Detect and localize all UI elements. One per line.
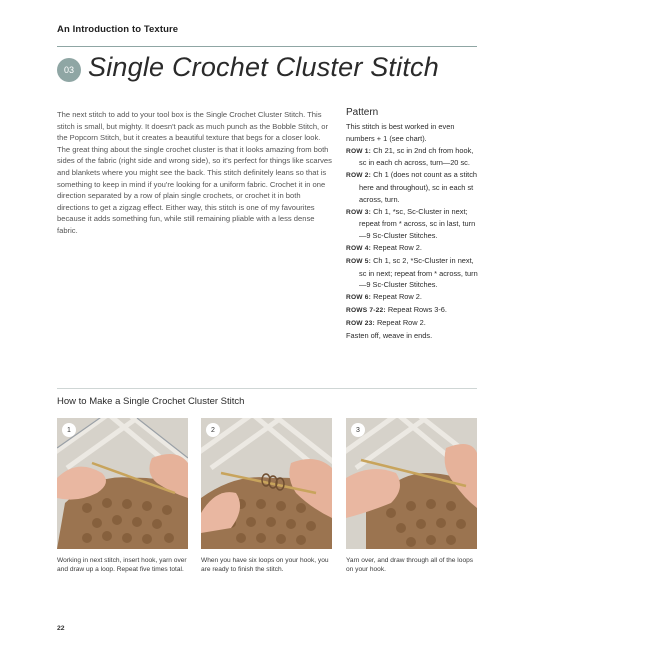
pattern-row [346,206,478,242]
step-1-photo [57,418,188,549]
row-text: Repeat Rows 3-6. [387,304,447,314]
pattern-heading: Pattern [346,107,379,118]
stitch-number-badge: 03 [57,58,81,82]
page-title: Single Crochet Cluster Stitch [88,52,439,82]
row-text: Repeat Row 2. [373,242,422,252]
pattern-intro: This stitch is best worked in even numbers + 1 (see chart). [346,122,455,143]
row-label: ROW 6: [346,294,372,302]
step-3-photo [346,418,477,549]
header-rule [57,46,477,47]
intro-paragraph: The next stitch to add to your tool box is the Single Crochet Cluster Stitch. This stitch is small, but mighty. It doesn't pack as much punch as the Bobble Stitch, or the Popcorn Stitch, but it creates a beautiful texture that begs for a closer look. The great thing about the single crochet cluster is that it looks amazing from both sides of the fabric (right side and wrong side), so it's perfect for things like scarves and blankets where you might see the back. This stitch definitely leans so that is something to keep in mind if you're looking for a uniform fabric. Crochet it in one direction separated by a row of plain single crochets, or crochet it in both directions to get a zigzag effect. Either way, this stitch is one of my favourites because it adds something fun, while still remaining pliable with a less dense fabric. [57,110,332,235]
section-divider [57,388,477,389]
row-label: ROW 5: [346,257,372,265]
row-label: ROW 3: [346,208,372,216]
page-number: 22 [57,625,65,632]
row-text: Ch 1 (does not count as a stitch here and throughout), sc in each st across, turn. [359,170,478,204]
row-text: Ch 1, *sc, Sc-Cluster in next; repeat from * across, sc in last, turn—9 Sc-Cluster Stitches. [359,206,476,241]
step-number: 1 [62,423,76,437]
step-number: 2 [206,423,220,437]
pattern-row [346,169,478,205]
row-text: Ch 1, sc 2, *Sc-Cluster in next, sc in next; repeat from * across, turn—9 Sc-Cluster Stitches. [359,255,478,290]
step-3-caption: Yarn over, and draw through all of the loops on your hook. [346,557,474,574]
row-label: ROW 2: [346,172,372,180]
row-text: Repeat Row 2. [373,292,422,302]
pattern-row [346,145,478,170]
how-to-heading: How to Make a Single Crochet Cluster Stitch [57,396,245,407]
row-label: ROWS 7-22: [346,306,386,314]
section-title: An Introduction to Texture [57,24,179,35]
step-2-caption: When you have six loops on your hook, you are ready to finish the stitch. [201,557,329,574]
row-label: ROW 1: [346,147,372,155]
pattern-row [346,255,478,291]
pattern-row [346,304,478,317]
row-label: ROW 4: [346,244,372,252]
pattern-row [346,291,478,304]
row-label: ROW 23: [346,319,375,327]
pattern-row [346,317,478,330]
pattern-outro: Fasten off, weave in ends. [346,330,433,340]
pattern-instructions [346,121,478,341]
step-number: 3 [351,423,365,437]
step-2-photo [201,418,332,549]
row-text: Repeat Row 2. [376,317,426,327]
step-1-caption: Working in next stitch, insert hook, yarn over and draw up a loop. Repeat five times total. [57,557,187,574]
row-text: Ch 21, sc in 2nd ch from hook, sc in each ch across, turn—20 sc. [359,145,474,168]
pattern-row [346,242,478,255]
